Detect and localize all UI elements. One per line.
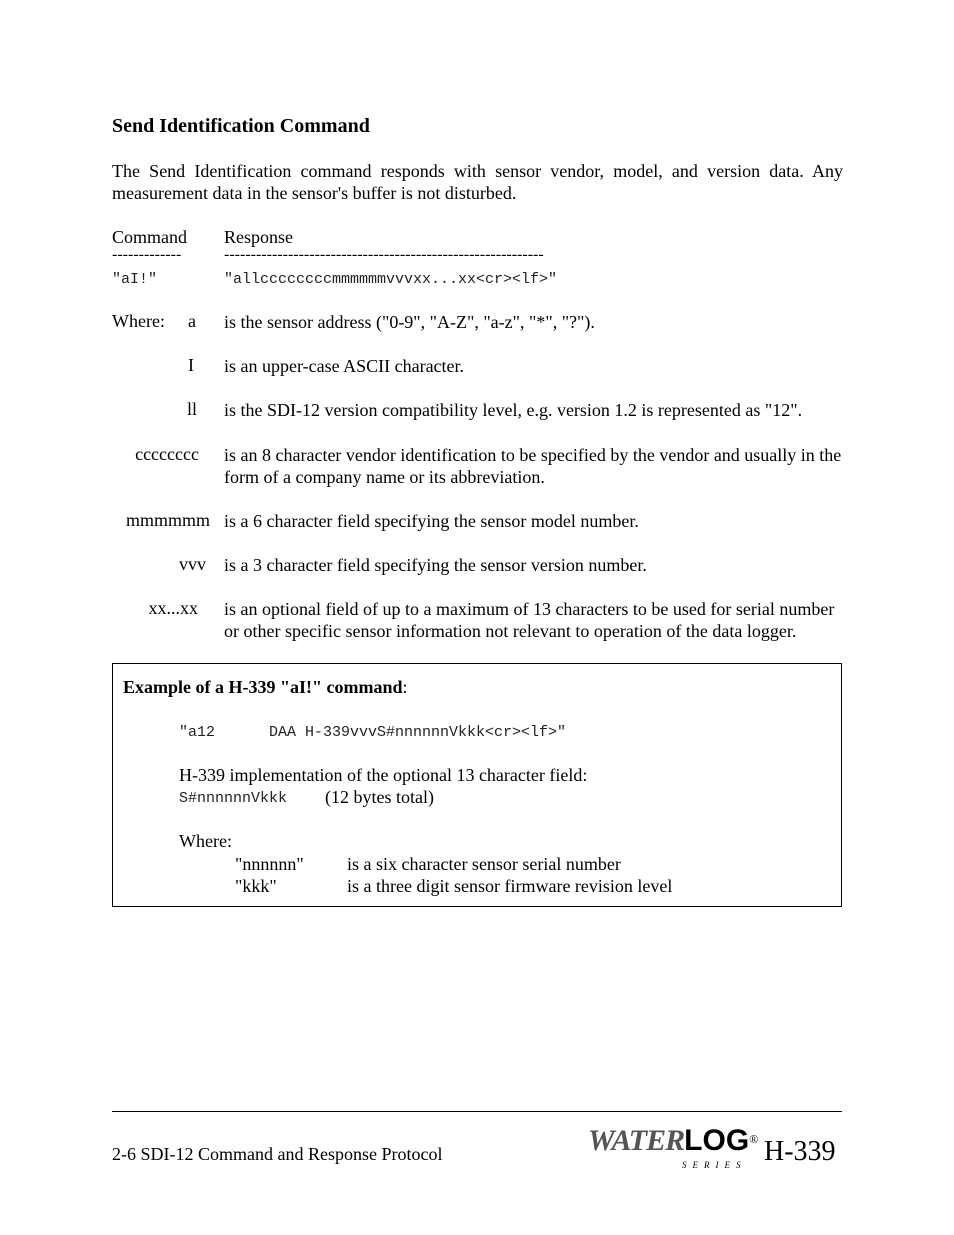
command-column-divider: ------------- xyxy=(112,246,182,263)
example-implementation-text: H-339 implementation of the optional 13 character field: xyxy=(179,765,588,785)
logo-series-text: SERIES xyxy=(682,1160,747,1170)
field-term: cccccccc xyxy=(135,444,199,464)
field-term: vvv xyxy=(179,554,206,574)
field-description: is an optional field of up to a maximum of 13 characters to be used for serial number or other specific sensor information not relevant to operation of the data logger. xyxy=(224,599,835,641)
response-column-divider: ------------------------------------------------------------ xyxy=(224,246,544,263)
field-description: is a 3 character field specifying the sensor version number. xyxy=(224,555,647,575)
field-description: is an 8 character vendor identification to be specified by the vendor and usually in the form of a company name or its abbreviation. xyxy=(224,445,842,487)
field-description: is a 6 character field specifying the sensor model number. xyxy=(224,511,639,531)
footer-page-label: 2-6 SDI-12 Command and Response Protocol xyxy=(112,1144,443,1164)
field-description: is the sensor address ("0-9", "A-Z", "a-z", "*", "?"). xyxy=(224,312,595,332)
command-value: "aI!" xyxy=(112,271,158,288)
example-heading-colon: : xyxy=(402,677,408,697)
where-label: Where: xyxy=(112,311,165,331)
intro-paragraph: The Send Identification command responds with sensor vendor, model, and version data. Any measurement data in the sensor's buffer is not disturbed. xyxy=(112,161,843,203)
example-implementation-code: S#nnnnnnVkkk xyxy=(179,790,288,807)
footer-rule xyxy=(112,1111,842,1112)
footer-model-number: H-339 xyxy=(764,1136,836,1167)
example-item-description: is a three digit sensor firmware revision level xyxy=(347,876,673,896)
section-title: Send Identification Command xyxy=(112,115,370,137)
field-term: I xyxy=(188,355,194,375)
response-value: "allccccccccmmmmmmvvvxx...xx<cr><lf>" xyxy=(224,271,558,288)
logo-water-text: WATER xyxy=(588,1124,685,1157)
field-description: is an upper-case ASCII character. xyxy=(224,356,465,376)
logo-registered-mark: ® xyxy=(749,1132,759,1146)
field-term: mmmmmm xyxy=(125,510,210,530)
field-term: xx...xx xyxy=(148,598,198,618)
example-response-line: "a12 DAA H-339vvvS#nnnnnnVkkk<cr><lf>" xyxy=(179,724,567,741)
logo-log-text: LOG xyxy=(684,1124,750,1157)
example-item-term: "kkk" xyxy=(235,876,277,896)
response-column-header: Response xyxy=(224,227,293,247)
field-description: is the SDI-12 version compatibility level, e.g. version 1.2 is represented as "12". xyxy=(224,400,803,420)
example-implementation-note: (12 bytes total) xyxy=(325,787,434,807)
field-term: a xyxy=(188,311,196,331)
example-heading-text: Example of a H-339 "aI!" command xyxy=(123,677,403,697)
example-heading xyxy=(123,677,408,698)
example-where-label: Where: xyxy=(179,831,232,851)
example-box xyxy=(112,663,842,907)
field-term: ll xyxy=(186,399,197,419)
example-item-description: is a six character sensor serial number xyxy=(347,854,621,874)
waterlog-logo xyxy=(588,1124,758,1158)
command-column-header: Command xyxy=(112,227,187,247)
example-item-term: "nnnnnn" xyxy=(235,854,304,874)
